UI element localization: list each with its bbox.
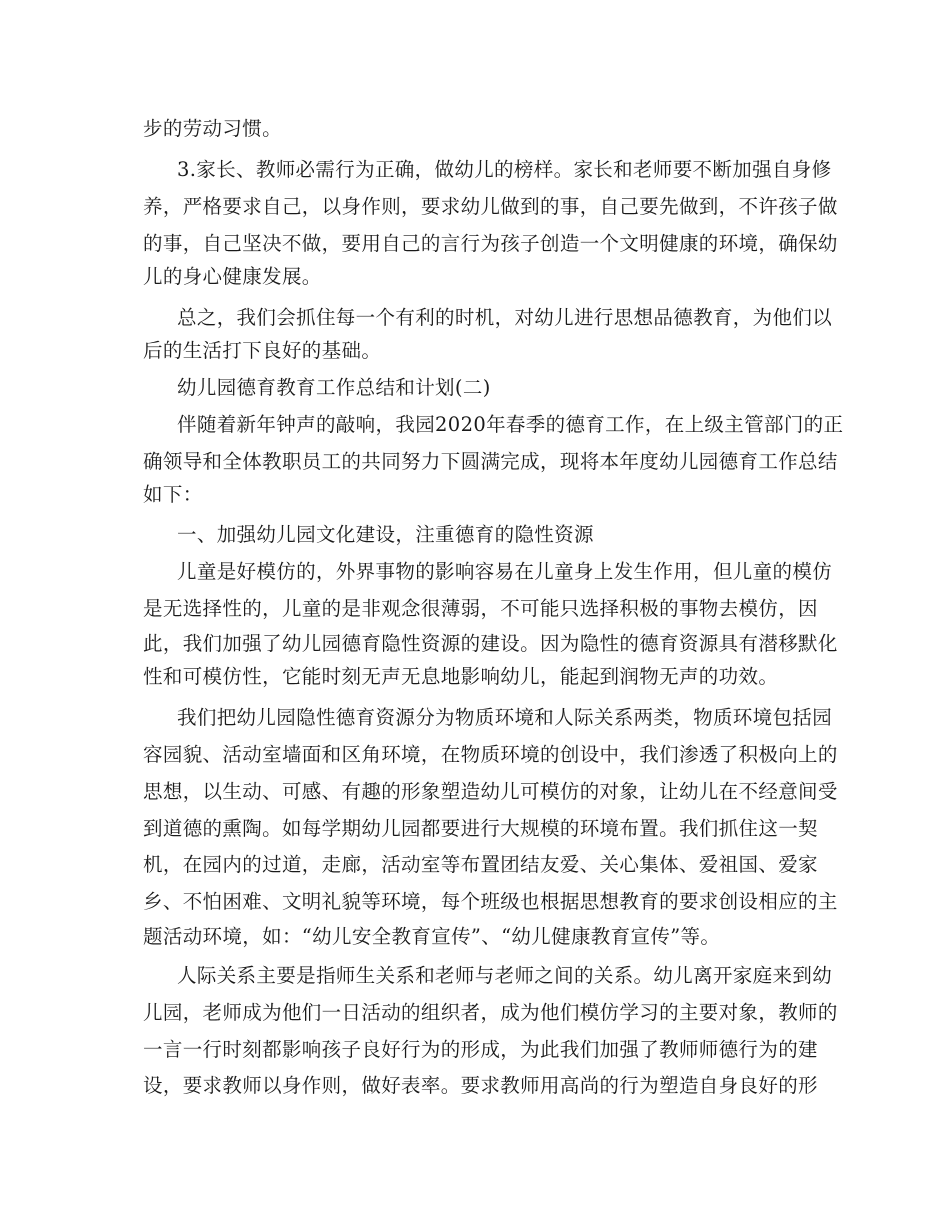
text-line: 乡、不怕困难、文明礼貌等环境，每个班级也根据思想教育的要求创设相应的主 bbox=[143, 890, 838, 913]
paragraph-first-line: 人际关系主要是指师生关系和老师与老师之间的关系。幼儿离开家庭来到幼 bbox=[177, 964, 833, 987]
text-line: 是无选择性的，儿童的是非观念很薄弱，不可能只选择积极的事物去模仿，因 bbox=[143, 597, 818, 620]
paragraph-first-line: 我们把幼儿园隐性德育资源分为物质环境和人际关系两类，物质环境包括园 bbox=[177, 706, 833, 729]
text-line: 机，在园内的过道，走廊，活动室等布置团结友爱、关心集体、爱祖国、爱家 bbox=[143, 853, 818, 876]
text-line: 题活动环境，如：“幼儿安全教育宣传”、“幼儿健康教育宣传”等。 bbox=[143, 925, 721, 948]
text-line: 儿园，老师成为他们一日活动的组织者，成为他们模仿学习的主要对象，教师的 bbox=[143, 1001, 838, 1024]
text-line: 确领导和全体教职员工的共同努力下圆满完成，现将本年度幼儿园德育工作总结 bbox=[143, 450, 838, 473]
text-line: 到道德的熏陶。如每学期幼儿园都要进行大规模的环境布置。我们抓住这一契 bbox=[143, 817, 818, 840]
section-title: 幼儿园德育教育工作总结和计划(二) bbox=[177, 376, 491, 399]
text-line: 如下： bbox=[143, 483, 203, 506]
paragraph-first-line: 伴随着新年钟声的敲响，我园2020年春季的德育工作，在上级主管部门的正 bbox=[177, 413, 844, 436]
text-line: 的事，自己坚决不做，要用自己的言行为孩子创造一个文明健康的环境，确保幼 bbox=[143, 232, 838, 255]
text-line: 性和可模仿性，它能时刻无声无息地影响幼儿，能起到润物无声的功效。 bbox=[143, 665, 779, 688]
section-heading: 一、加强幼儿园文化建设，注重德育的隐性资源 bbox=[177, 523, 594, 546]
text-line: 养，严格要求自己，以身作则，要求幼儿做到的事，自己要先做到，不许孩子做 bbox=[143, 195, 838, 218]
paragraph-first-line: 3.家长、教师必需行为正确，做幼儿的榜样。家长和老师要不断加强自身修 bbox=[177, 158, 832, 181]
text-line: 此，我们加强了幼儿园德育隐性资源的建设。因为隐性的德育资源具有潜移默化 bbox=[143, 632, 838, 655]
text-line: 容园貌、活动室墙面和区角环境，在物质环境的创设中，我们渗透了积极向上的 bbox=[143, 743, 838, 766]
text-line: 思想，以生动、可感、有趣的形象塑造幼儿可模仿的对象，让幼儿在不经意间受 bbox=[143, 780, 838, 803]
paragraph-first-line: 儿童是好模仿的，外界事物的影响容易在儿童身上发生作用，但儿童的模仿 bbox=[177, 560, 833, 583]
text-line: 步的劳动习惯。 bbox=[143, 117, 282, 140]
paragraph-first-line: 总之，我们会抓住每一个有利的时机，对幼儿进行思想品德教育，为他们以 bbox=[177, 306, 833, 329]
text-line: 儿的身心健康发展。 bbox=[143, 265, 322, 288]
text-line: 设，要求教师以身作则，做好表率。要求教师用高尚的行为塑造自身良好的形 bbox=[143, 1074, 818, 1097]
text-line: 后的生活打下良好的基础。 bbox=[143, 339, 382, 362]
text-line: 一言一行时刻都影响孩子良好行为的形成，为此我们加强了教师师德行为的建 bbox=[143, 1038, 818, 1061]
